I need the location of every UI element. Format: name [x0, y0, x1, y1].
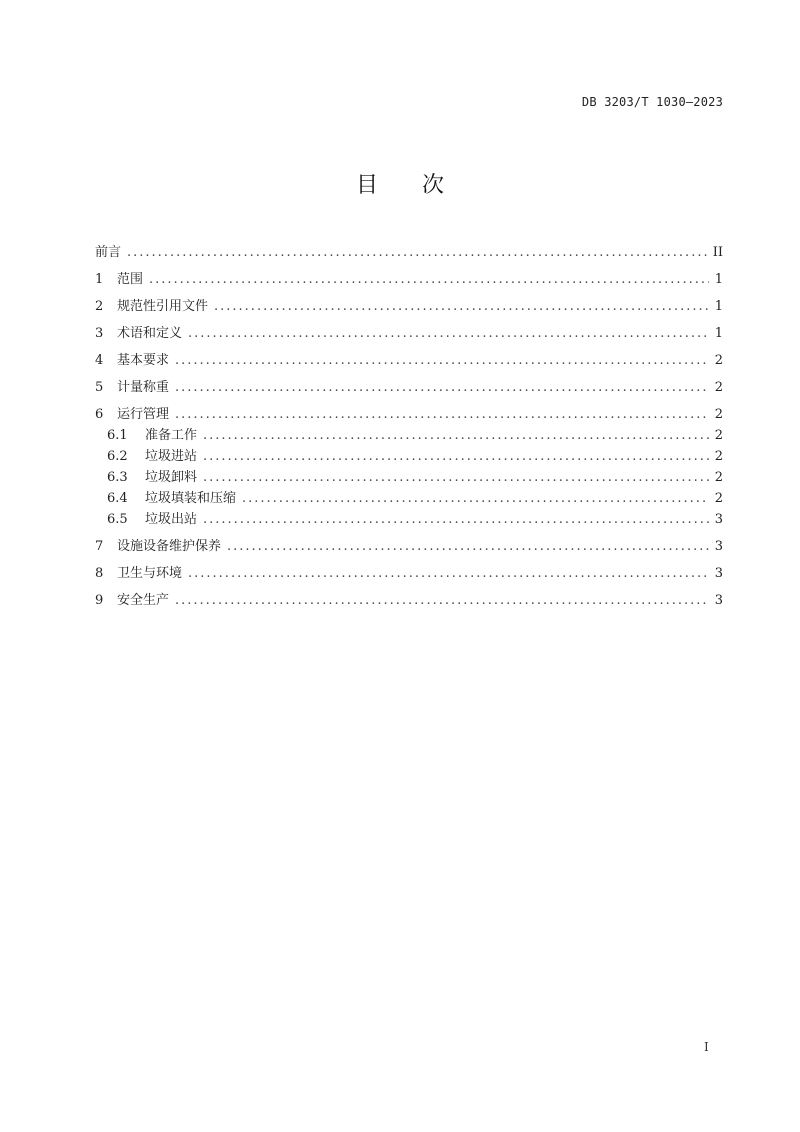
- toc-entry-number: 1: [95, 272, 104, 287]
- toc-entry-number: 6.1: [107, 428, 128, 443]
- toc-leader-dots: [175, 350, 709, 371]
- toc-entry-2[interactable]: [95, 296, 723, 317]
- toc-entry-page: 3: [714, 566, 723, 581]
- toc-leader-dots: [203, 509, 709, 530]
- toc-leader-dots: [175, 404, 709, 425]
- toc-entry-page: 2: [714, 449, 723, 464]
- toc-entry-6-1[interactable]: [95, 425, 723, 446]
- toc-leader-dots: [227, 536, 709, 557]
- standard-code: DB 3203/T 1030—2023: [581, 95, 723, 109]
- toc-entry-label: 卫生与环境: [117, 566, 183, 581]
- table-of-contents: [95, 242, 723, 611]
- toc-leader-dots: [127, 242, 707, 263]
- toc-entry-label: 前言: [95, 245, 122, 260]
- toc-entry-label: 基本要求: [117, 353, 170, 368]
- toc-entry-number: 3: [95, 326, 104, 341]
- toc-entry-label: 规范性引用文件: [117, 299, 209, 314]
- toc-entry-number: 6.2: [107, 449, 128, 464]
- toc-leader-dots: [149, 269, 709, 290]
- toc-entry-8[interactable]: [95, 563, 723, 584]
- toc-leader-dots: [203, 467, 709, 488]
- toc-entry-label: 设施设备维护保养: [117, 539, 222, 554]
- toc-entry-number: 4: [95, 353, 104, 368]
- toc-entry-page: II: [712, 245, 723, 260]
- toc-leader-dots: [214, 296, 709, 317]
- toc-entry-page: 3: [714, 512, 723, 527]
- toc-entry-number: 6.3: [107, 470, 128, 485]
- toc-entry-number: 6.4: [107, 491, 128, 506]
- toc-entry-label: 准备工作: [145, 428, 198, 443]
- toc-entry-page: 2: [714, 491, 723, 506]
- toc-entry-page: 2: [714, 428, 723, 443]
- toc-entry-page: 1: [714, 299, 723, 314]
- toc-entry-page: 1: [714, 326, 723, 341]
- toc-leader-dots: [175, 377, 709, 398]
- toc-entry-label: 安全生产: [117, 593, 170, 608]
- toc-leader-dots: [203, 425, 709, 446]
- toc-entry-page: 2: [714, 380, 723, 395]
- toc-entry-number: 6.5: [107, 512, 128, 527]
- toc-entry-label: 垃圾卸料: [145, 470, 198, 485]
- toc-leader-dots: [188, 563, 709, 584]
- toc-entry-label: 垃圾出站: [145, 512, 198, 527]
- toc-entry-number: 6: [95, 407, 104, 422]
- toc-entry-foreword[interactable]: [95, 242, 723, 263]
- toc-entry-number: 7: [95, 539, 104, 554]
- toc-entry-3[interactable]: [95, 323, 723, 344]
- toc-entry-label: 范围: [117, 272, 144, 287]
- toc-leader-dots: [188, 323, 709, 344]
- toc-entry-6-3[interactable]: [95, 467, 723, 488]
- toc-entry-page: 1: [714, 272, 723, 287]
- toc-entry-1[interactable]: [95, 269, 723, 290]
- toc-entry-number: 9: [95, 593, 104, 608]
- footer-page-number: I: [704, 1040, 709, 1054]
- toc-entry-5[interactable]: [95, 377, 723, 398]
- toc-entry-7[interactable]: [95, 536, 723, 557]
- toc-entry-label: 垃圾填装和压缩: [145, 491, 237, 506]
- toc-entry-label: 计量称重: [117, 380, 170, 395]
- toc-entry-page: 2: [714, 407, 723, 422]
- toc-entry-label: 术语和定义: [117, 326, 183, 341]
- toc-leader-dots: [203, 446, 709, 467]
- toc-entry-label: 运行管理: [117, 407, 170, 422]
- toc-entry-6[interactable]: [95, 404, 723, 425]
- toc-entry-page: 3: [714, 593, 723, 608]
- toc-leader-dots: [242, 488, 709, 509]
- toc-entry-6-2[interactable]: [95, 446, 723, 467]
- toc-entry-9[interactable]: [95, 590, 723, 611]
- toc-entry-number: 8: [95, 566, 104, 581]
- toc-entry-label: 垃圾进站: [145, 449, 198, 464]
- toc-entry-6-4[interactable]: [95, 488, 723, 509]
- toc-entry-page: 2: [714, 353, 723, 368]
- toc-entry-number: 5: [95, 380, 104, 395]
- toc-leader-dots: [175, 590, 709, 611]
- toc-entry-page: 3: [714, 539, 723, 554]
- toc-entry-4[interactable]: [95, 350, 723, 371]
- toc-entry-6-5[interactable]: [95, 509, 723, 530]
- toc-entry-page: 2: [714, 470, 723, 485]
- page-title: 目次: [355, 173, 488, 198]
- toc-entry-number: 2: [95, 299, 104, 314]
